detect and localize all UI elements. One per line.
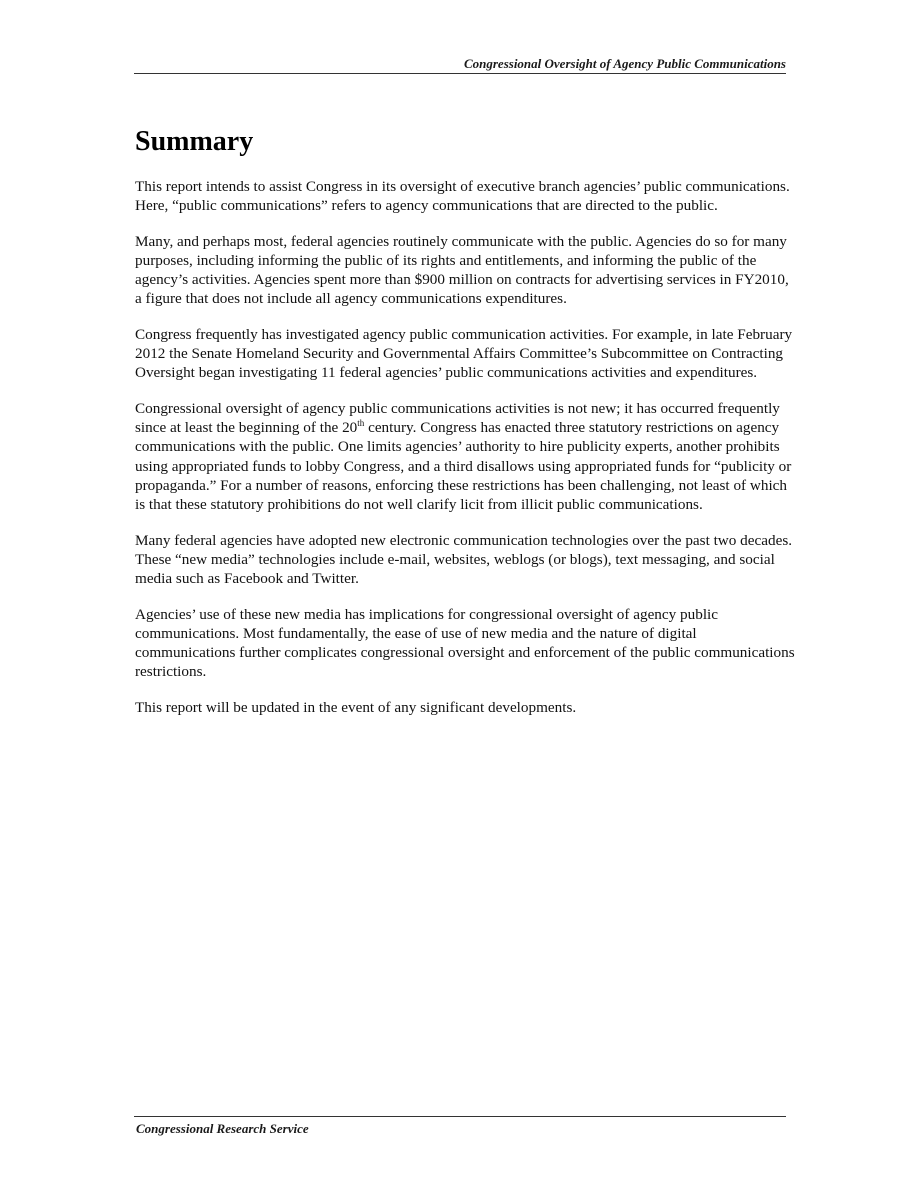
running-header-title: Congressional Oversight of Agency Public Communications — [463, 56, 786, 71]
paragraph-statutory-restrictions — [135, 399, 795, 514]
paragraph-agency-communication: Many, and perhaps most, federal agencies routinely communicate with the public. Agencies do so for many purposes, including informing the public of its rights and entitlements, and informing the public of the agency’s activities. Agencies spent more than $900 million on contracts for advertising services in FY2010, a figure that does not include all agency communications expenditures. — [135, 232, 789, 308]
paragraph-text-after: century. Congress has enacted three statutory restrictions on agency communications with the public. One limits agencies’ authority to hire publicity experts, another prohibits using appropriated funds to lobby Congress, and a third disallows using appropriated funds for “publicity or propaganda.” For a number of reasons, enforcing these restrictions has been challenging, not least of which is that these statutory prohibitions do not well clarify licit from illicit public communications. — [135, 419, 792, 514]
page-header — [134, 56, 786, 74]
paragraph-implications: Agencies’ use of these new media has implications for congressional oversight of agency public communications. Most fundamentally, the ease of use of new media and the nature of digital communications further complicates congressional oversight and enforcement of the public communications restrictions. — [135, 605, 795, 681]
summary-heading: Summary — [135, 126, 254, 157]
paragraph-new-media: Many federal agencies have adopted new electronic communication technologies over the past two decades. These “new media” technologies include e-mail, websites, weblogs (or blogs), text messaging, and social media such as Facebook and Twitter. — [135, 531, 793, 588]
paragraph-text-before: Congressional oversight of agency public communications activities is not new; it has occurred frequently since at least the beginning of the 20 — [135, 400, 780, 437]
ordinal-superscript: th — [357, 418, 365, 429]
page-footer — [134, 1116, 786, 1136]
paragraph-purpose: This report intends to assist Congress in its oversight of executive branch agencies’ public communications. Here, “public communications” refers to agency communications that are directed to the public. — [135, 178, 790, 215]
paragraph-congressional-investigation: Congress frequently has investigated agency public communication activities. For example, in late February 2012 the Senate Homeland Security and Governmental Affairs Committee’s Subcommittee on Contracting Oversight began investigating 11 federal agencies’ public communications activities and expenditures. — [135, 326, 793, 382]
paragraph-update-note: This report will be updated in the event of any significant developments. — [135, 698, 577, 716]
footer-organization: Congressional Research Service — [136, 1121, 309, 1136]
summary-body — [135, 177, 795, 733]
